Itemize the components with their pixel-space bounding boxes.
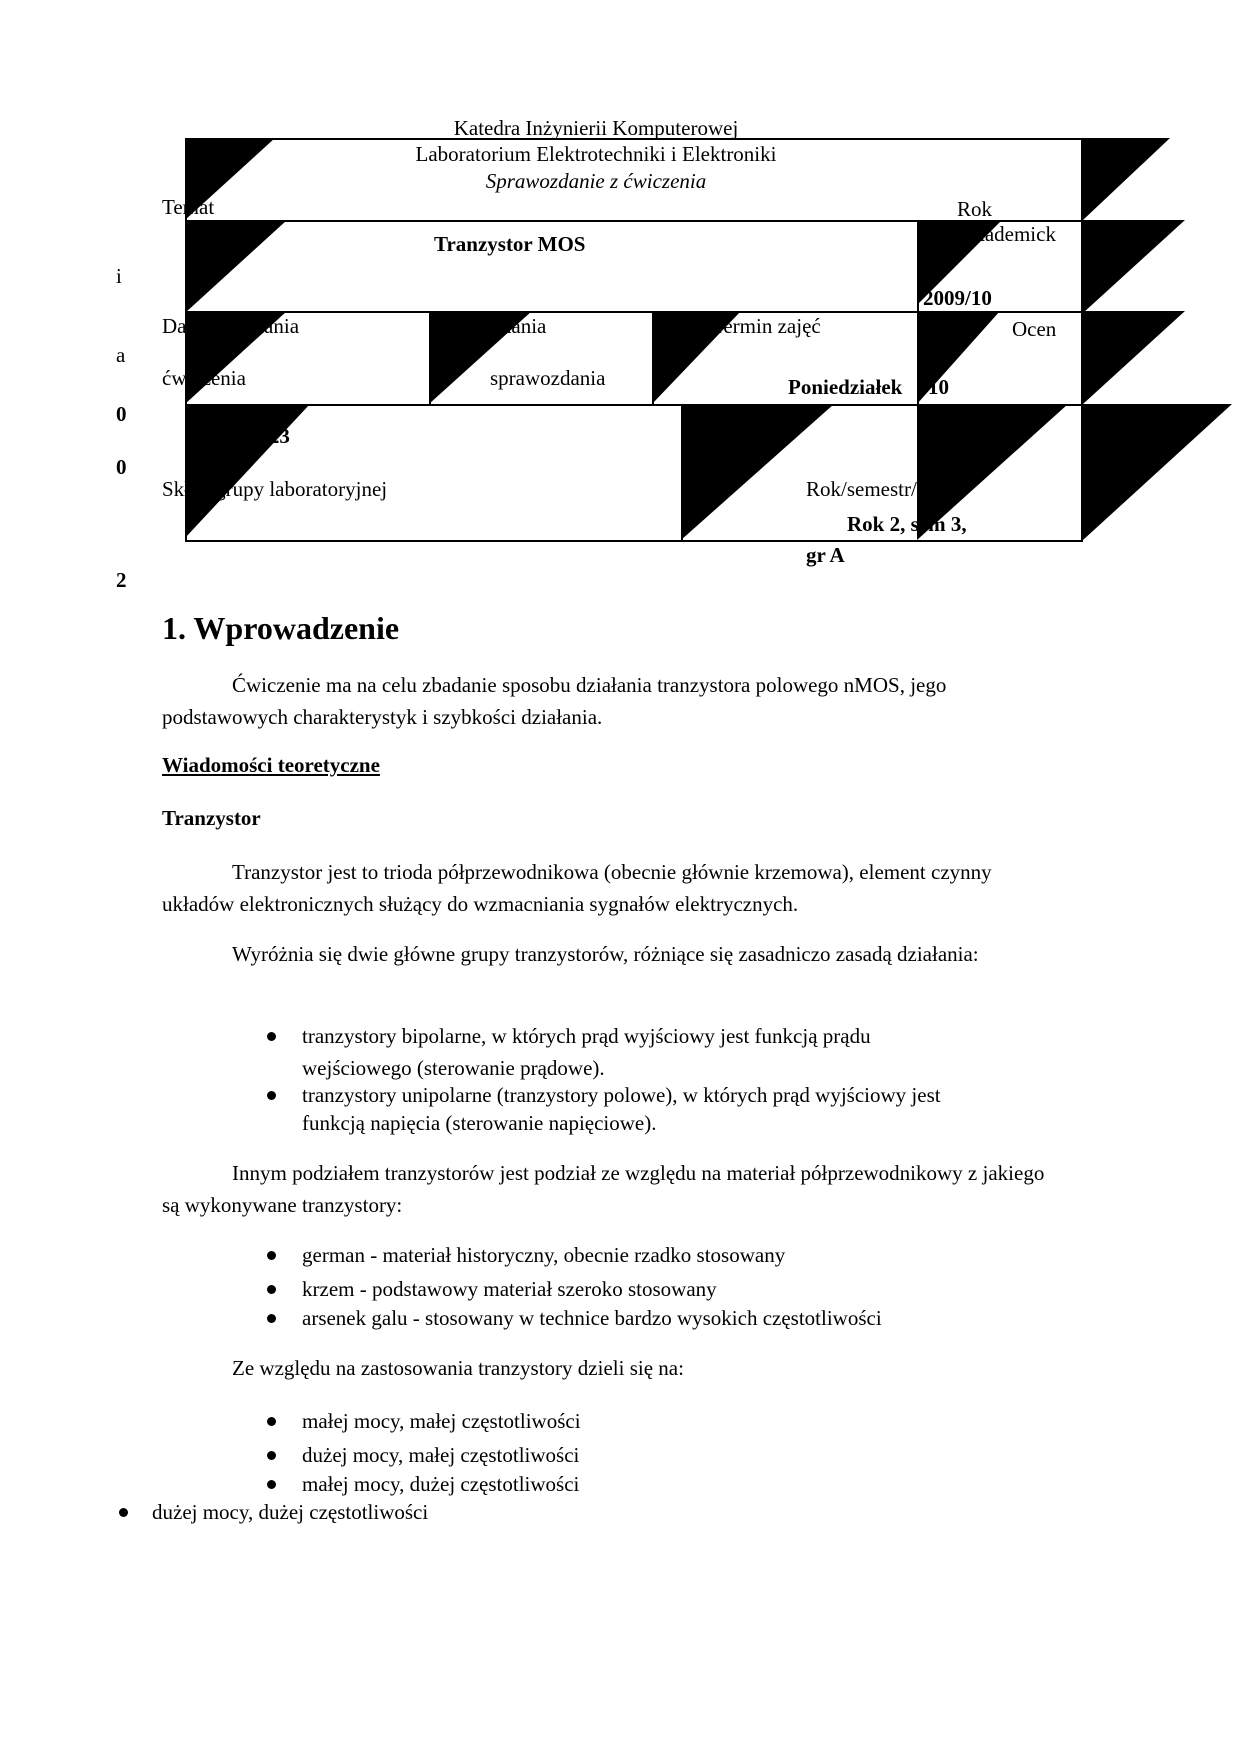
paragraph-3: Innym podziałem tranzystorów jest podział ze względu na materiał półprzewodnikowy z jakiego są wykonywane tranzystory: xyxy=(162,1161,1045,1217)
paragraph-2: Wyróżnia się dwie główne grupy tranzystorów, różniące się zasadniczo zasadą działania: xyxy=(232,942,979,966)
sklad-label: Skład grupy laboratoryjnej xyxy=(162,477,388,501)
data-label-1: Data wykonania xyxy=(162,314,300,338)
subheading-underlined: Wiadomości teoretyczne xyxy=(162,753,380,777)
header-line-3: Sprawozdanie z ćwiczenia xyxy=(485,169,707,193)
triangle-mark xyxy=(681,404,834,540)
margin-char: 2 xyxy=(116,568,127,592)
rok-sem-value-1: Rok 2, sem 3, xyxy=(847,512,967,536)
rok-sem-value-2: gr A xyxy=(806,543,845,567)
ocena-label: Ocen xyxy=(1012,317,1057,341)
paragraph-4: Ze względu na zastosowania tranzystory dzieli się na: xyxy=(232,1356,684,1380)
triangle-artifacts xyxy=(0,0,1240,560)
rok-label: Rok xyxy=(957,197,993,221)
termin-value-tail: 10 xyxy=(928,375,949,399)
termin-label: Termin zajęć xyxy=(712,314,821,338)
oddania-label-2: sprawozdania xyxy=(490,366,606,390)
bullet-icon xyxy=(119,1508,128,1517)
margin-char: i xyxy=(116,264,122,288)
termin-value: Poniedziałek xyxy=(788,375,903,399)
margin-char: 0 xyxy=(116,402,127,426)
bullet-icon xyxy=(267,1091,276,1100)
bullet-icon xyxy=(267,1251,276,1260)
list-item: tranzystory unipolarne (tranzystory polowe), w których prąd wyjściowy jest xyxy=(302,1083,941,1107)
margin-char: a xyxy=(116,343,126,367)
bullet-icon xyxy=(267,1032,276,1041)
bullet-icon xyxy=(267,1314,276,1323)
section-number: 1. xyxy=(162,610,186,646)
list-item: tranzystory bipolarne, w których prąd wyjściowy jest funkcją prądu xyxy=(302,1024,871,1048)
margin-char: 0 xyxy=(116,455,127,479)
section-heading xyxy=(162,610,399,646)
rok-sem-label: Rok/semestr/grupa xyxy=(806,477,965,501)
list-item: małej mocy, dużej częstotliwości xyxy=(302,1472,580,1496)
date-value: 2009-11-23 xyxy=(193,424,290,448)
list-item: krzem - podstawowy materiał szeroko stosowany xyxy=(302,1277,717,1301)
bullet-icon xyxy=(267,1417,276,1426)
list-item: arsenek galu - stosowany w technice bardzo wysokich częstotliwości xyxy=(302,1306,882,1330)
header-line-2: Laboratorium Elektrotechniki i Elektroniki xyxy=(415,142,777,166)
list-item-continuation: funkcją napięcia (sterowanie napięciowe). xyxy=(302,1111,657,1135)
section-title: Wprowadzenie xyxy=(193,610,400,646)
list-item: german - materiał historyczny, obecnie rzadko stosowany xyxy=(302,1243,786,1267)
intro-paragraph: Ćwiczenie ma na celu zbadanie sposobu działania tranzystora polowego nMOS, jego podstawowych charakterystyk i szybkości działania. xyxy=(162,673,947,729)
temat-value: Tranzystor MOS xyxy=(434,232,586,256)
triangle-mark xyxy=(1083,311,1185,404)
rok-value: 2009/10 xyxy=(923,286,992,310)
triangle-mark xyxy=(1083,220,1185,313)
subheading-tranzystor: Tranzystor xyxy=(162,806,261,830)
temat-label: Temat xyxy=(162,195,215,219)
list-item: dużej mocy, małej częstotliwości xyxy=(302,1443,580,1467)
bullet-icon xyxy=(267,1451,276,1460)
bullet-icon xyxy=(267,1285,276,1294)
bullet-icon xyxy=(267,1480,276,1489)
list-item: dużej mocy, dużej częstotliwości xyxy=(152,1500,429,1524)
data-label-2: ćwiczenia xyxy=(162,366,246,390)
header-line-1: Katedra Inżynierii Komputerowej xyxy=(453,116,739,140)
rok-label-2: akademick xyxy=(965,222,1056,246)
triangle-mark xyxy=(1083,404,1232,540)
list-item-continuation: wejściowego (sterowanie prądowe). xyxy=(302,1056,605,1080)
oddania-label-1: Data oddania xyxy=(435,314,547,338)
triangle-mark xyxy=(185,220,287,313)
paragraph-1: Tranzystor jest to trioda półprzewodnikowa (obecnie głównie krzemowa), element czynny układów elektronicznych służący do wzmacniania sygnałów elektrycznych. xyxy=(162,860,992,916)
list-item: małej mocy, małej częstotliwości xyxy=(302,1409,581,1433)
